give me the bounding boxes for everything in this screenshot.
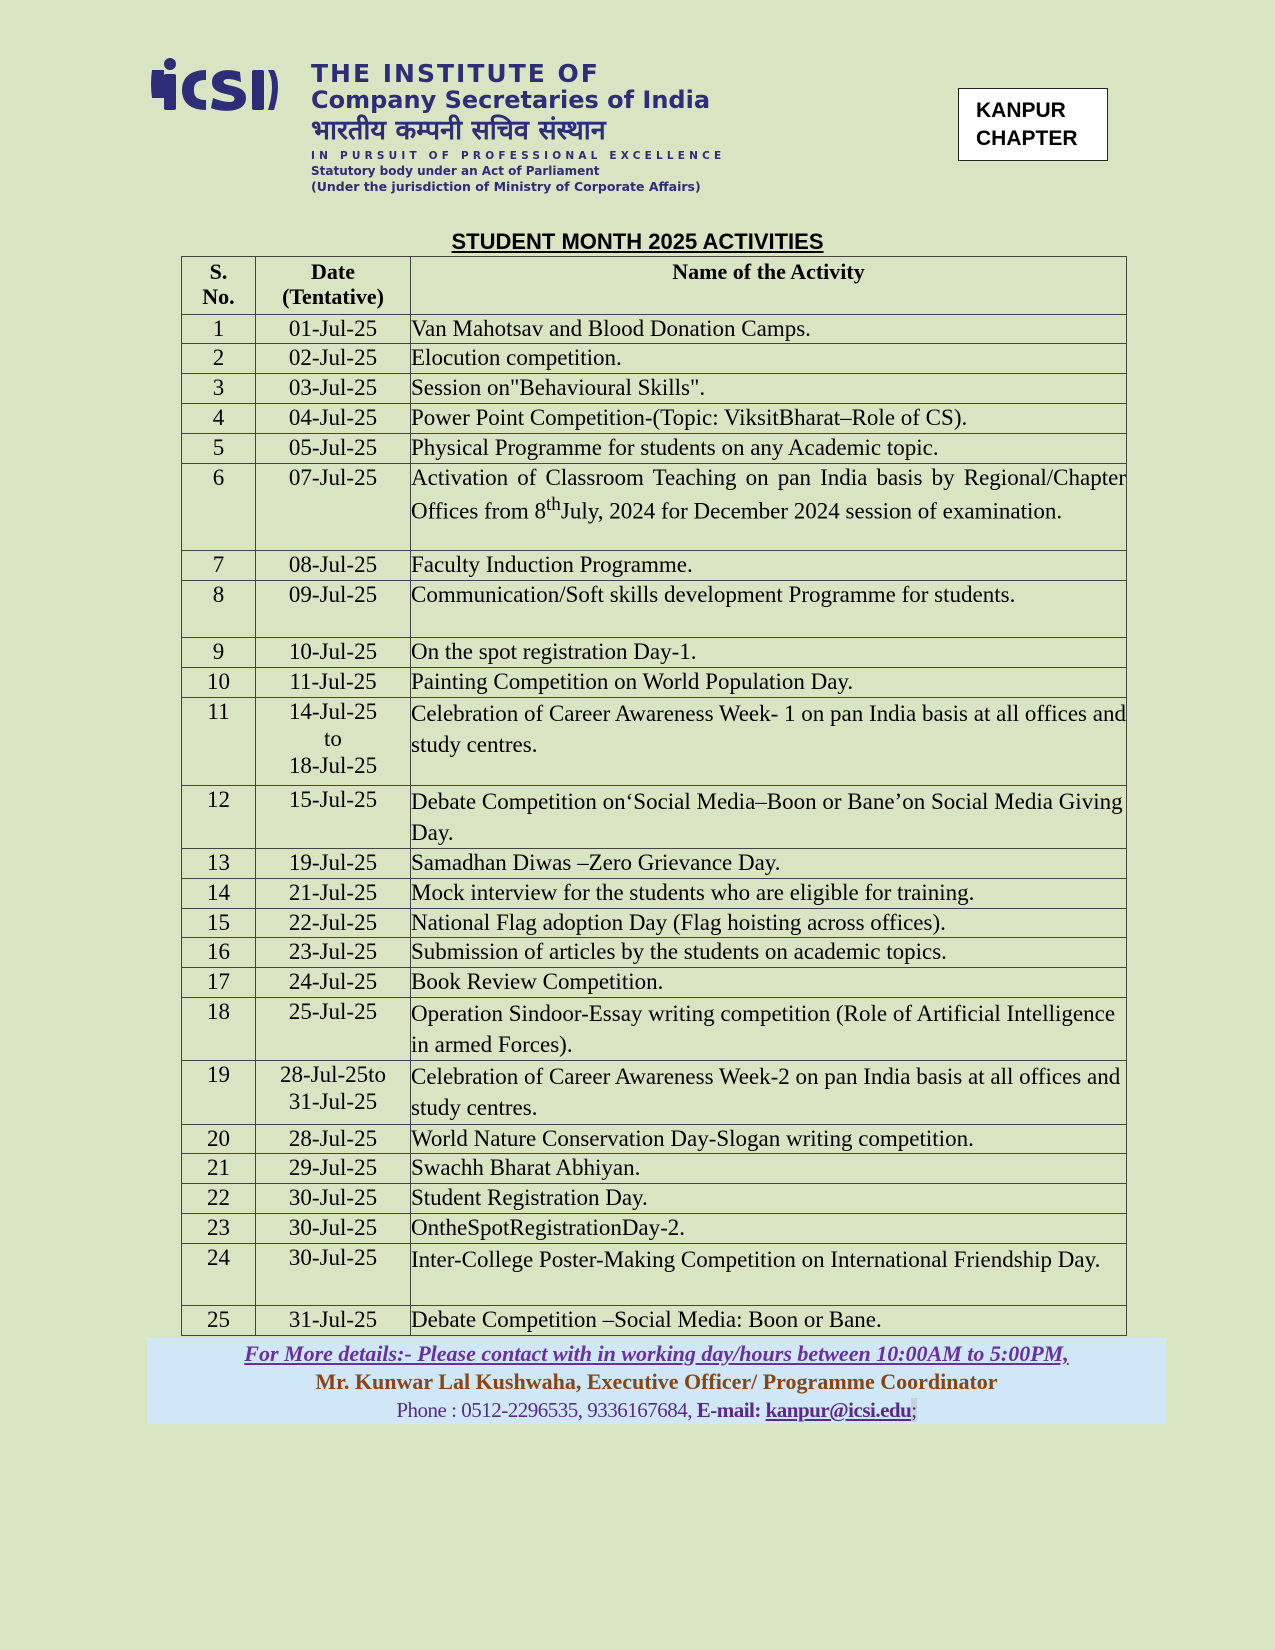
header-sno (182, 257, 256, 315)
row-activity: National Flag adoption Day (Flag hoisting across offices). (411, 909, 1127, 938)
document-title: STUDENT MONTH 2025 ACTIVITIES (451, 229, 824, 254)
row-sno: 2 (182, 344, 256, 374)
table-row (182, 1154, 1127, 1184)
table-row (182, 638, 1127, 668)
row-activity: Celebration of Career Awareness Week-2 on pan India basis at all offices and study centres. (411, 1061, 1127, 1125)
row-sno: 15 (182, 909, 256, 938)
row-date: 11-Jul-25 (256, 668, 411, 698)
row-sno: 14 (182, 879, 256, 909)
table-row (182, 849, 1127, 879)
icsi-logo-icon (150, 56, 280, 112)
table-row (182, 374, 1127, 404)
row-sno: 6 (182, 464, 256, 551)
footer-trailing-punctuation: ; (911, 1398, 917, 1422)
row-activity: On the spot registration Day-1. (411, 638, 1127, 668)
organization-name-block (311, 60, 831, 195)
row-activity: Elocution competition. (411, 344, 1127, 374)
table-row (182, 1244, 1127, 1306)
row-activity: Samadhan Diwas –Zero Grievance Day. (411, 849, 1127, 879)
row-sno: 20 (182, 1125, 256, 1154)
row-sno: 24 (182, 1244, 256, 1306)
row-date: 30-Jul-25 (256, 1244, 411, 1306)
table-row (182, 344, 1127, 374)
row-activity: Operation Sindoor-Essay writing competition (Role of Artificial Intelligence in armed Forces). (411, 998, 1127, 1061)
header-date-line1: Date (311, 259, 355, 284)
row-date: 15-Jul-25 (256, 786, 411, 849)
table-row (182, 464, 1127, 551)
row-date: 02-Jul-25 (256, 344, 411, 374)
row-activity: Student Registration Day. (411, 1184, 1127, 1214)
org-tagline: IN PURSUIT OF PROFESSIONAL EXCELLENCE (311, 150, 726, 162)
row-date: 25-Jul-25 (256, 998, 411, 1061)
row-date: 22-Jul-25 (256, 909, 411, 938)
table-row (182, 909, 1127, 938)
row-activity: Book Review Competition. (411, 968, 1127, 998)
org-jurisdiction-line: (Under the jurisdiction of Ministry of Corporate Affairs) (311, 179, 701, 194)
row-activity: OntheSpotRegistrationDay-2. (411, 1214, 1127, 1244)
row-sno: 4 (182, 404, 256, 434)
footer-contact-person: Mr. Kunwar Lal Kushwaha, Executive Officer/ Programme Coordinator (315, 1369, 998, 1394)
row-activity: Painting Competition on World Population Day. (411, 668, 1127, 698)
row-activity: World Nature Conservation Day-Slogan writing competition. (411, 1125, 1127, 1154)
row-sno: 19 (182, 1061, 256, 1125)
row-sno: 3 (182, 374, 256, 404)
row-activity-part2: July, 2024 for December 2024 session of examination. (560, 498, 1063, 524)
row-date: 08-Jul-25 (256, 551, 411, 581)
chapter-badge-line2: CHAPTER (976, 127, 1078, 150)
row-date: 05-Jul-25 (256, 434, 411, 464)
row-date: 30-Jul-25 (256, 1184, 411, 1214)
row-sno: 17 (182, 968, 256, 998)
header-activity: Name of the Activity (411, 257, 1127, 315)
table-row (182, 434, 1127, 464)
footer-email-link[interactable]: kanpur@icsi.edu (765, 1398, 912, 1422)
chapter-badge (958, 88, 1108, 161)
row-date: 24-Jul-25 (256, 968, 411, 998)
row-sno: 5 (182, 434, 256, 464)
table-row (182, 1184, 1127, 1214)
table-row (182, 698, 1127, 786)
row-date: 07-Jul-25 (256, 464, 411, 551)
row-date: 28-Jul-25to 31-Jul-25 (256, 1061, 411, 1125)
row-activity: Debate Competition –Social Media: Boon or Bane. (411, 1306, 1127, 1336)
row-activity-part1: Activation of Classroom Teaching on pan India basis by Regional/Chapter Offices from 8 (411, 465, 1126, 524)
header-date (256, 257, 411, 315)
row-activity-superscript: th (545, 494, 561, 515)
footer-phone: Phone : 0512-2296535, 9336167684, (396, 1398, 697, 1422)
row-activity: Physical Programme for students on any Academic topic. (411, 434, 1127, 464)
row-date: 23-Jul-25 (256, 938, 411, 968)
table-row (182, 786, 1127, 849)
row-sno: 22 (182, 1184, 256, 1214)
row-activity: Mock interview for the students who are eligible for training. (411, 879, 1127, 909)
header-sno-line2: No. (202, 284, 235, 309)
row-date: 03-Jul-25 (256, 374, 411, 404)
table-row (182, 404, 1127, 434)
table-row (182, 581, 1127, 638)
row-activity: Celebration of Career Awareness Week- 1 on pan India basis at all offices and study centres. (411, 698, 1127, 786)
row-sno: 23 (182, 1214, 256, 1244)
row-date: 29-Jul-25 (256, 1154, 411, 1184)
row-sno: 13 (182, 849, 256, 879)
row-sno: 11 (182, 698, 256, 786)
table-row (182, 1214, 1127, 1244)
footer-email-label: E-mail: (696, 1398, 766, 1422)
row-activity: Inter-College Poster-Making Competition on International Friendship Day. (411, 1244, 1127, 1306)
row-date: 31-Jul-25 (256, 1306, 411, 1336)
row-activity: Submission of articles by the students on academic topics. (411, 938, 1127, 968)
org-name-line2: Company Secretaries of India (311, 86, 711, 114)
table-row (182, 315, 1127, 344)
row-activity: Session on"Behavioural Skills". (411, 374, 1127, 404)
footer-contact-hours: For More details:- Please contact with in working day/hours between 10:00AM to 5:00PM, (244, 1341, 1069, 1366)
table-row (182, 1306, 1127, 1336)
row-activity (411, 464, 1127, 551)
table-row (182, 668, 1127, 698)
header-sno-line1: S. (209, 259, 228, 284)
row-date: 09-Jul-25 (256, 581, 411, 638)
row-date: 28-Jul-25 (256, 1125, 411, 1154)
table-row (182, 551, 1127, 581)
row-sno: 7 (182, 551, 256, 581)
row-activity: Communication/Soft skills development Programme for students. (411, 581, 1127, 638)
row-activity: Swachh Bharat Abhiyan. (411, 1154, 1127, 1184)
row-sno: 21 (182, 1154, 256, 1184)
org-name-hindi: भारतीय कम्पनी सचिव संस्थान (311, 115, 606, 146)
row-sno: 25 (182, 1306, 256, 1336)
row-sno: 10 (182, 668, 256, 698)
row-activity: Power Point Competition-(Topic: ViksitBharat–Role of CS). (411, 404, 1127, 434)
table-row (182, 1061, 1127, 1125)
footer-contact-details (147, 1396, 1166, 1424)
table-header-row (182, 257, 1127, 315)
row-sno: 18 (182, 998, 256, 1061)
activities-table (181, 256, 1127, 1336)
row-activity: Van Mahotsav and Blood Donation Camps. (411, 315, 1127, 344)
row-date: 21-Jul-25 (256, 879, 411, 909)
table-row (182, 968, 1127, 998)
row-sno: 9 (182, 638, 256, 668)
table-row (182, 938, 1127, 968)
table-row (182, 998, 1127, 1061)
row-activity: Faculty Induction Programme. (411, 551, 1127, 581)
row-date: 10-Jul-25 (256, 638, 411, 668)
table-row (182, 879, 1127, 909)
org-name-line1: THE INSTITUTE OF (311, 59, 600, 88)
row-date: 14-Jul-25 to 18-Jul-25 (256, 698, 411, 786)
chapter-badge-line1: KANPUR (976, 99, 1066, 122)
row-sno: 8 (182, 581, 256, 638)
header-date-line2: (Tentative) (282, 284, 384, 309)
row-activity: Debate Competition on‘Social Media–Boon or Bane’on Social Media Giving Day. (411, 786, 1127, 849)
org-statutory-line: Statutory body under an Act of Parliament (311, 164, 600, 178)
table-row (182, 1125, 1127, 1154)
row-sno: 1 (182, 315, 256, 344)
contact-footer (147, 1338, 1166, 1424)
row-date: 01-Jul-25 (256, 315, 411, 344)
row-date: 04-Jul-25 (256, 404, 411, 434)
row-date: 19-Jul-25 (256, 849, 411, 879)
row-sno: 12 (182, 786, 256, 849)
row-date: 30-Jul-25 (256, 1214, 411, 1244)
row-sno: 16 (182, 938, 256, 968)
